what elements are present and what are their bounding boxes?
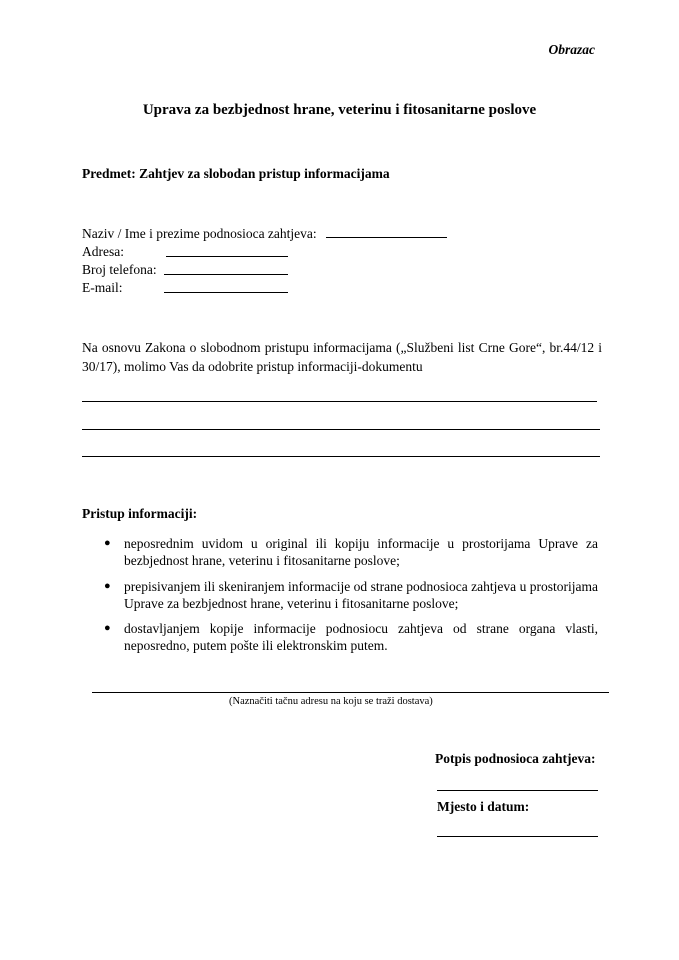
signature-label: Potpis podnosioca zahtjeva: [435, 751, 596, 766]
form-label: Obrazac [548, 42, 595, 57]
request-paragraph: Na osnovu Zakona o slobodnom pristupu informacijama („Službeni list Crne Gore“, br.44/12 i 30/17), molimo Vas da odobrite pristup informaciji-dokumentu [82, 340, 602, 374]
place-date-label: Mjesto i datum: [437, 799, 530, 814]
address-field[interactable] [166, 256, 288, 257]
document-line-2[interactable] [82, 429, 600, 430]
subject-line: Predmet: Zahtjev za slobodan pristup informacijama [82, 166, 390, 181]
document-line-1[interactable] [82, 401, 597, 402]
access-heading: Pristup informaciji: [82, 506, 198, 521]
phone-label: Broj telefona: [82, 262, 157, 277]
document-line-3[interactable] [82, 456, 600, 457]
place-date-field[interactable] [437, 836, 598, 837]
address-label: Adresa: [82, 244, 124, 259]
bullet-icon: ● [104, 580, 111, 592]
institution-title: Uprava za bezbjednost hrane, veterinu i fitosanitarne poslove [142, 102, 537, 118]
bullet-icon: ● [104, 622, 111, 634]
email-label: E-mail: [82, 280, 123, 295]
access-option-3: dostavljanjem kopije informacije podnosiocu zahtjeva od strane organa vlasti, neposredno, putem pošte ili elektronskim putem. [124, 621, 598, 653]
access-option-1: neposrednim uvidom u original ili kopiju informacije u prostorijama Uprave za bezbjednost hrane, veterinu i fitosanitarne poslove; [124, 536, 598, 568]
bullet-icon: ● [104, 537, 111, 549]
applicant-name-field[interactable] [326, 237, 447, 238]
access-option-2: prepisivanjem ili skeniranjem informacije od strane podnosioca zahtjeva u prostorijama Uprave za bezbjednost hrane, veterinu i fitosanitarne poslove; [124, 579, 598, 611]
delivery-address-field[interactable] [92, 692, 609, 693]
signature-field[interactable] [437, 790, 598, 791]
applicant-name-label: Naziv / Ime i prezime podnosioca zahtjeva: [82, 226, 317, 241]
address-note: (Naznačiti tačnu adresu na koju se traži dostava) [229, 696, 433, 707]
email-field[interactable] [164, 292, 288, 293]
phone-field[interactable] [164, 274, 288, 275]
